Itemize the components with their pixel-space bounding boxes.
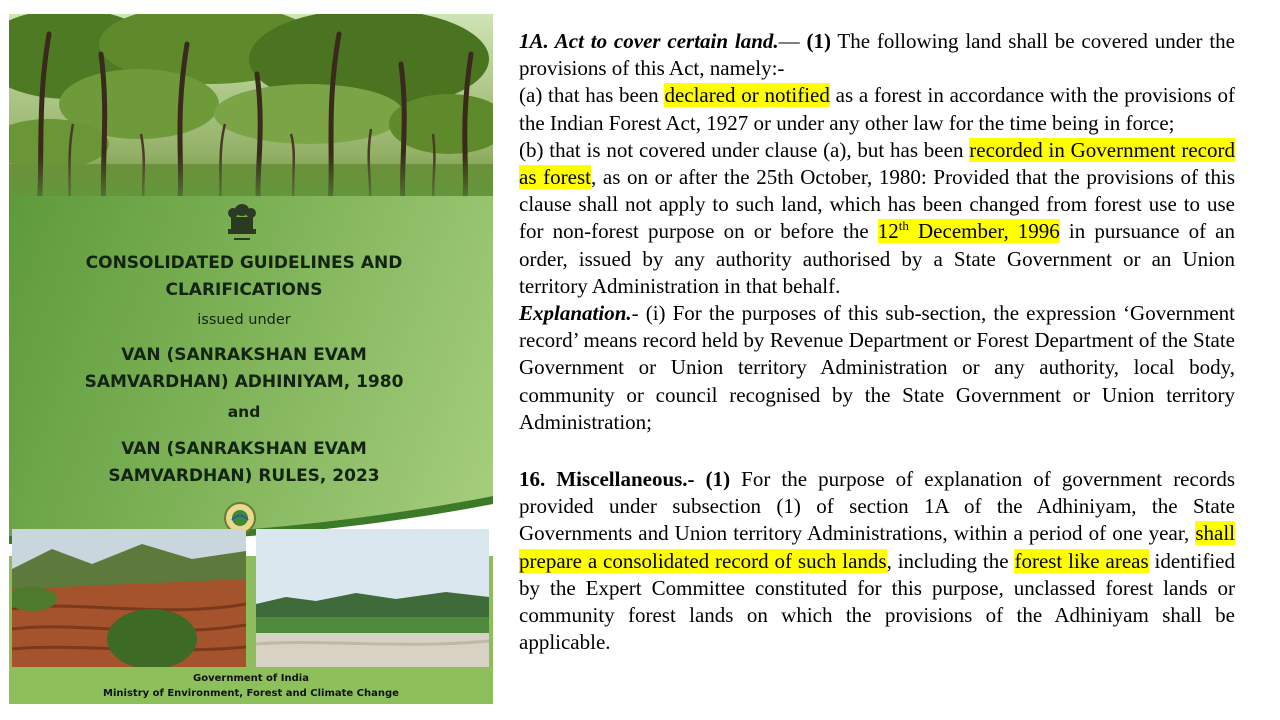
section-1a-heading: 1A. Act to cover certain land. [519, 29, 779, 53]
footer-line1: Government of India [193, 673, 309, 684]
explanation [519, 300, 1235, 436]
section-16-post: identified by the Expert Committee constituted for this purpose, unclassed forest lands or community forest lands on which the provisions of the Adhiniyam shall be applicable. [519, 548, 1235, 655]
rules-title-line1: VAN (SANRAKSHAN EVAM [121, 439, 367, 459]
date-number: 12 [877, 219, 899, 244]
clause-b-mid: , as on or after the 25th October, 1980: Provided that the provisions of this clause shall not apply to such land, which has been changed from forest use to use for non-forest purpose on or before the [519, 165, 1235, 244]
cover-title-line2: CLARIFICATIONS [165, 280, 323, 300]
section-1a-intro-text: The following land shall be covered under the provisions of this Act, namely:- [519, 29, 1235, 81]
act-title-line2: SAMVARDHAN) ADHINIYAM, 1980 [84, 372, 404, 392]
issued-under-text: issued under [197, 312, 291, 328]
explanation-text: (i) For the purposes of this sub-section, the expression ‘Government record’ means record held by Revenue Department or Forest Department of the State Government or Union territory Administration or any authority, local body, community or council recognised by the State Government or Union territory Administration; [519, 301, 1235, 434]
forest-photo [9, 14, 493, 214]
report-cover [9, 14, 493, 704]
river-photo [256, 529, 489, 667]
clause-b [519, 137, 1235, 300]
section-16 [519, 466, 1235, 656]
clause-a-post: as a forest in accordance with the provisions of the Indian Forest Act, 1927 or under any other law for the time being in force; [519, 83, 1236, 135]
explanation-heading: Explanation. [519, 301, 632, 326]
highlight-government-record: recorded in Government record as forest [519, 137, 1235, 190]
section-1a-dash: — [778, 29, 807, 53]
cover-footer [9, 667, 493, 704]
rules-title-line2: SAMVARDHAN) RULES, 2023 [108, 466, 380, 486]
section-1a-intro [519, 28, 1235, 82]
highlight-forest-like-areas: forest like areas [1014, 548, 1149, 573]
act-title [9, 342, 479, 396]
legal-text [519, 28, 1235, 656]
cover-title [9, 250, 479, 304]
footer-line2: Ministry of Environment, Forest and Climate Change [103, 688, 399, 699]
section-16-heading: 16. Miscellaneous.- (1) [519, 467, 731, 492]
section-16-mid: , including the [886, 548, 1015, 573]
clause-a [519, 82, 1235, 136]
clause-b-post: in pursuance of an order, issued by any authority authorised by a State Government or an Union territory Administration in that behalf. [519, 219, 1236, 298]
act-title-line1: VAN (SANRAKSHAN EVAM [121, 345, 367, 365]
highlight-date [878, 219, 1060, 243]
national-emblem-icon [225, 201, 259, 247]
section-1a-subsection: (1) [806, 29, 831, 53]
and-text: and [227, 403, 261, 421]
highlight-declared-notified: declared or notified [664, 83, 830, 108]
date-superscript: th [898, 218, 909, 234]
explanation-dash: - [631, 301, 646, 326]
date-rest: December, 1996 [908, 219, 1060, 244]
section-16-pre: For the purpose of explanation of government records provided under subsection (1) of section 1A of the Adhiniyam, the State Governments and Union territory Administrations, within a period of one year, [519, 467, 1235, 546]
clause-b-pre: (b) that is not covered under clause (a), but has been [519, 137, 970, 162]
cover-title-line1: CONSOLIDATED GUIDELINES AND [85, 253, 403, 273]
mining-photo [12, 529, 246, 667]
clause-a-pre: (a) that has been [519, 83, 665, 108]
highlight-consolidated-record: shall prepare a consolidated record of such lands [519, 521, 1235, 573]
rules-title [9, 436, 479, 490]
